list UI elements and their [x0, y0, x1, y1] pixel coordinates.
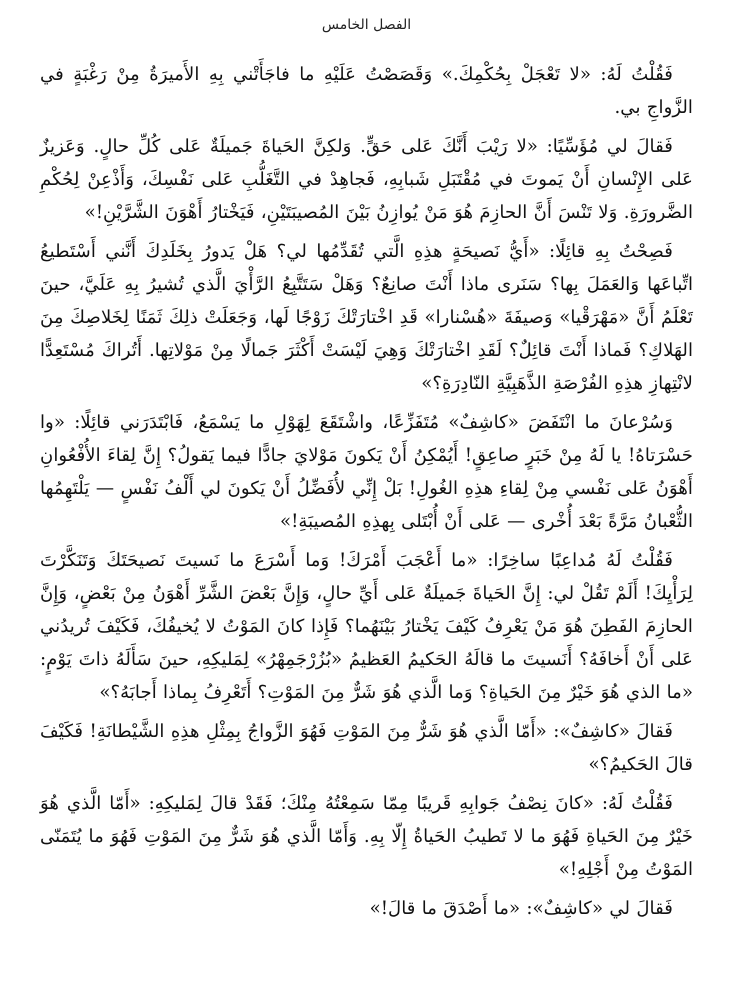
paragraph: وَسُرْعانَ ما انْتَفَضَ «كاشِفٌ» مُتَفَزِّعًا، واشْتَقَعَ لِهَوْلِ ما يَسْمَعُ، فَابْتَدَرَني قائِلًا: «وا حَسْرَتاهُ! يا لَهُ مِنْ خَبَرٍ صاعِقٍ! أَيُمْكِنُ أَنْ يَكونَ مَوْلايَ جادًّا فيما يَقولُ؟ إِنَّ لِقاءَ الأُفْعُوانِ أَهْوَنُ عَلى نَفْسي مِنْ لِقاءِ هذِهِ الغُولِ! بَلْ إِنِّي لأُفَضِّلُ أَنْ يَكونَ لي أَلْفُ نَفْسٍ — يَلْتَهِمُها الثُّعْبانُ مَرَّةً بَعْدَ أُخْرى — عَلى أَنْ أُبْتَلى بِهذِهِ المُصيبَةِ!»	[40, 412, 693, 532]
paragraph: فَقُلْتُ لَهُ مُداعِبًا ساخِرًا: «ما أَعْجَبَ أَمْرَكَ! وَما أَسْرَعَ ما نَسيتَ نَصيحَتَكَ وَتَنَكَّرْتَ لِرَأْيِكَ! أَلَمْ تَقُلْ لي: إِنَّ الحَياةَ جَميلَةٌ عَلى أَيِّ حالٍ، وَإِنَّ بَعْضَ الشَّرِّ أَهْوَنُ مِنْ بَعْضٍ، وَإِنَّ الحازِمَ الفَطِنَ هُوَ مَنْ يَعْرِفُ كَيْفَ يَخْتارُ بَيْنَهُما؟ فَإِذا كانَ المَوْتُ لا يُخيفُكَ، فَكَيْفَ تُريدُني عَلى أَنْ أَخافَهُ؟ أَنَسيتَ ما قالَهُ الحَكيمُ العَظيمُ «بُزُرْجَمِهْرُ» لِمَليكِهِ، حينَ سَأَلَهُ ذاتَ يَوْمٍ: «ما الذي هُوَ خَيْرٌ مِنَ الحَياةِ؟ وَما الَّذي هُوَ شَرٌّ مِنَ المَوْتِ؟ أَتَعْرِفُ بِماذا أَجابَهُ؟»	[40, 550, 693, 703]
paragraph: فَقالَ لي مُؤَسِّيًا: «لا رَيْبَ أَنَّكَ عَلى حَقٍّ. وَلكِنَّ الحَياةَ جَميلَةٌ عَلى كُلِّ حالٍ. وَعَزيزٌ عَلى الإِنْسانِ أَنْ يَموتَ في مُقْتَبَلِ شَبابِهِ، فَجاهِدْ في التَّغَلُّبِ عَلى نَفْسِكَ، وَأَذْعِنْ لِحُكْمِ الضَّرورَةِ. وَلا تَنْسَ أَنَّ الحازِمَ هُوَ مَنْ يُوازِنُ بَيْنَ المُصيبَتَيْنِ، فَيَخْتارُ أَهْوَنَ الشَّرَّيْنِ!»	[40, 136, 693, 223]
chapter-running-title: الفصل الخامس	[321, 17, 412, 33]
paragraph: فَقالَ لي «كاشِفٌ»: «ما أَصْدَقَ ما قالَ!»	[369, 898, 673, 919]
paragraph: فَقُلْتُ لَهُ: «كانَ نِصْفُ جَوابِهِ قَريبًا مِمّا سَمِعْتُهُ مِنْكَ؛ فَقَدْ قالَ لِمَليكِهِ: «أَمّا الَّذي هُوَ خَيْرٌ مِنَ الحَياةِ فَهُوَ ما لا تَطيبُ الحَياةُ إِلّا بِهِ. وَأَمّا الَّذي هُوَ شَرٌّ مِنَ المَوْتِ فَهُوَ ما يُتَمَنّى المَوْتُ مِنْ أَجْلِهِ!»	[40, 793, 693, 880]
paragraph: فَقالَ «كاشِفٌ»: «أَمّا الَّذي هُوَ شَرٌّ مِنَ المَوْتِ فَهُوَ الزَّواجُ بِمِثْلِ هذِهِ الشَّيْطانَةِ! فَكَيْفَ قالَ الحَكيمُ؟»	[40, 721, 693, 775]
paragraph: فَصِحْتُ بِهِ قائِلًا: «أَيُّ نَصيحَةٍ هذِهِ الَّتي تُقَدِّمُها لي؟ هَلْ يَدورُ بِخَلَدِكَ أَنَّني أَسْتَطيعُ اتِّباعَها وَالعَمَلَ بِها؟ سَنَرى ماذا أَنْتَ صانِعٌ؟ وَهَلْ سَتَتَّبِعُ الرَّأْيَ الَّذي تُشيرُ بِهِ عَلَيَّ، حينَ تَعْلَمُ أَنَّ «مَهْرَقْيا» وَصيفَةَ «هُسْنارا» قَدِ اخْتارَتْكَ زَوْجًا لَها، وَجَعَلَتْ ذلِكَ ثَمَنًا لِخَلاصِكَ مِنَ الهَلاكِ؟ فَماذا أَنْتَ قائِلٌ؟ لَقَدِ اخْتارَتْكَ وَهِيَ لَيْسَتْ أَكْثَرَ جَمالًا مِنْ مَوْلاتِها. أَتُراكَ مُسْتَعِدًّا لانْتِهازِ هذِهِ الفُرْصَةِ الذَّهَبِيَّةِ النّادِرَةِ؟»	[40, 241, 693, 394]
chapter-body-text	[40, 58, 693, 925]
paragraph: فَقُلْتُ لَهُ: «لا تَعْجَلْ بِحُكْمِكَ.» وَقَصَصْتُ عَلَيْهِ ما فاجَأَتْني بِهِ الأَميرَةُ مِنْ رَغْبَةٍ في الزَّواجِ بي.	[40, 64, 693, 118]
